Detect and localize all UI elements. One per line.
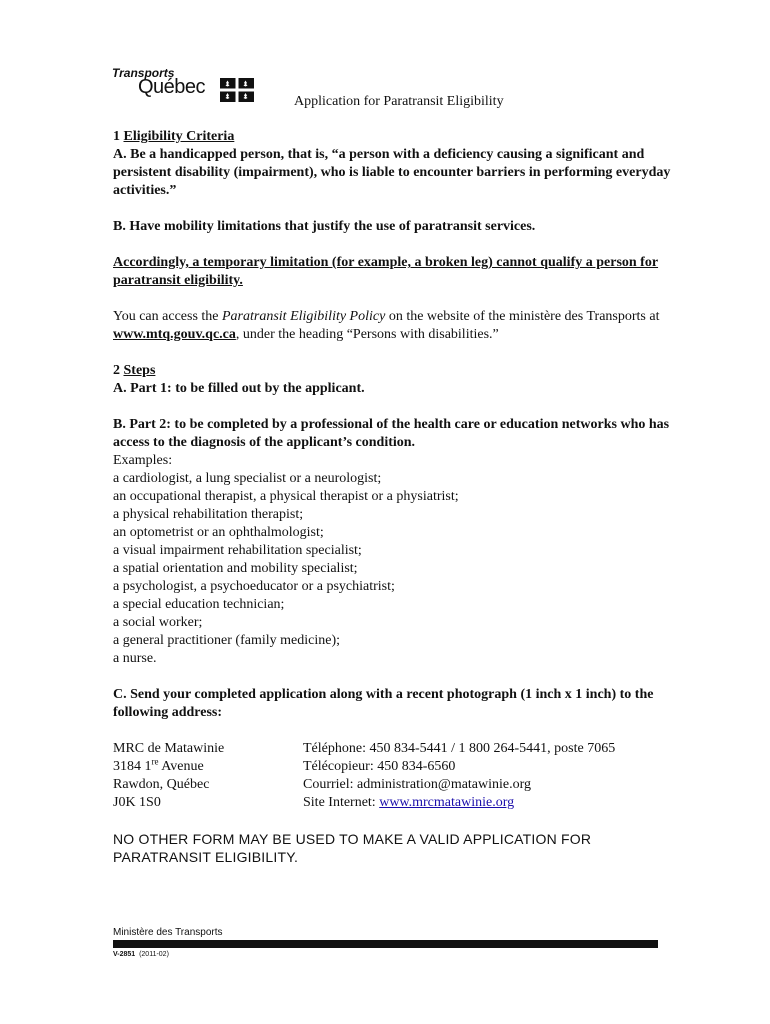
policy-name: Paratransit Eligibility Policy xyxy=(222,309,386,324)
address-block xyxy=(113,740,673,812)
criterion-a: A. Be a handicapped person, that is, “a person with a deficiency causing a significant and persistent disability (impairment), who is liable to encounter barriers in performing everyday activities.” xyxy=(113,147,671,198)
mrc-website-link[interactable]: www.mrcmatawinie.org xyxy=(379,795,515,810)
valid-form-notice: NO OTHER FORM MAY BE USED TO MAKE A VALID APPLICATION FOR PARATRANSIT ELIGIBILITY. xyxy=(113,831,592,865)
step-part-a: A. Part 1: to be filled out by the applicant. xyxy=(113,381,365,396)
logo-transports-text: Transports xyxy=(112,66,175,80)
list-item: a visual impairment rehabilitation specialist; xyxy=(113,543,362,558)
quebec-flag-icon xyxy=(220,78,254,102)
list-item: a special education technician; xyxy=(113,597,285,612)
form-date: (2011-02) xyxy=(139,951,169,958)
temporary-limitation-note: Accordingly, a temporary limitation (for example, a broken leg) cannot qualify a person for paratransit eligibility. xyxy=(113,255,659,288)
contact-phone: Téléphone: 450 834-5441 / 1 800 264-5441, poste 7065 xyxy=(303,741,616,756)
document-title: Application for Paratransit Eligibility xyxy=(294,94,504,109)
criterion-b: B. Have mobility limitations that justify the use of paratransit services. xyxy=(113,219,536,234)
policy-text-pre: You can access the xyxy=(113,309,222,324)
list-item: a spatial orientation and mobility specialist; xyxy=(113,561,358,576)
list-item: a general practitioner (family medicine); xyxy=(113,633,341,648)
transports-quebec-logo xyxy=(112,66,262,106)
contact-website xyxy=(301,794,615,812)
list-item: a physical rehabilitation therapist; xyxy=(113,507,304,522)
policy-text-post: , under the heading “Persons with disabilities.” xyxy=(235,327,499,342)
footer-ministry: Ministère des Transports xyxy=(113,927,223,938)
contact-fax: Télécopieur: 450 834-6560 xyxy=(303,759,456,774)
list-item: a psychologist, a psychoeducator or a psychiatrist; xyxy=(113,579,395,594)
address-street-number: 3184 1 xyxy=(113,759,152,774)
footer-divider xyxy=(113,940,658,948)
form-code: V-2851 xyxy=(113,951,136,958)
website-label: Site Internet: xyxy=(303,795,380,810)
section-1-heading xyxy=(113,128,673,146)
mailing-address xyxy=(113,740,301,812)
step-part-b: B. Part 2: to be completed by a professional of the health care or education networks who has access to the diagnosis of the applicant’s condition. xyxy=(113,417,670,450)
mtq-website-link[interactable]: www.mtq.gouv.qc.ca xyxy=(113,327,236,342)
examples-list xyxy=(113,470,673,668)
list-item: an optometrist or an ophthalmologist; xyxy=(113,525,324,540)
section-2-title: Steps xyxy=(123,363,156,378)
address-postal-code: J0K 1S0 xyxy=(113,795,161,810)
section-1-title: Eligibility Criteria xyxy=(123,129,235,144)
document-body xyxy=(113,128,673,866)
policy-text-mid: on the website of the ministère des Transports at xyxy=(385,309,660,324)
address-city: Rawdon, Québec xyxy=(113,777,210,792)
section-2-heading xyxy=(113,362,673,380)
list-item: a nurse. xyxy=(113,651,157,666)
examples-label: Examples: xyxy=(113,453,173,468)
address-street xyxy=(113,758,301,776)
footer-form-code xyxy=(113,951,169,958)
list-item: a cardiologist, a lung specialist or a neurologist; xyxy=(113,471,382,486)
list-item: an occupational therapist, a physical therapist or a physiatrist; xyxy=(113,489,459,504)
list-item: a social worker; xyxy=(113,615,203,630)
contact-info xyxy=(301,740,615,812)
policy-paragraph xyxy=(113,308,673,344)
section-1-number: 1 xyxy=(113,129,120,144)
address-street-sup: re xyxy=(151,756,159,767)
logo-quebec-text: Québec xyxy=(138,76,206,98)
address-org: MRC de Matawinie xyxy=(113,741,225,756)
contact-email: Courriel: administration@matawinie.org xyxy=(303,777,532,792)
address-street-name: Avenue xyxy=(158,759,204,774)
step-part-c: C. Send your completed application along with a recent photograph (1 inch x 1 inch) to the following address: xyxy=(113,687,654,720)
section-2-number: 2 xyxy=(113,363,120,378)
